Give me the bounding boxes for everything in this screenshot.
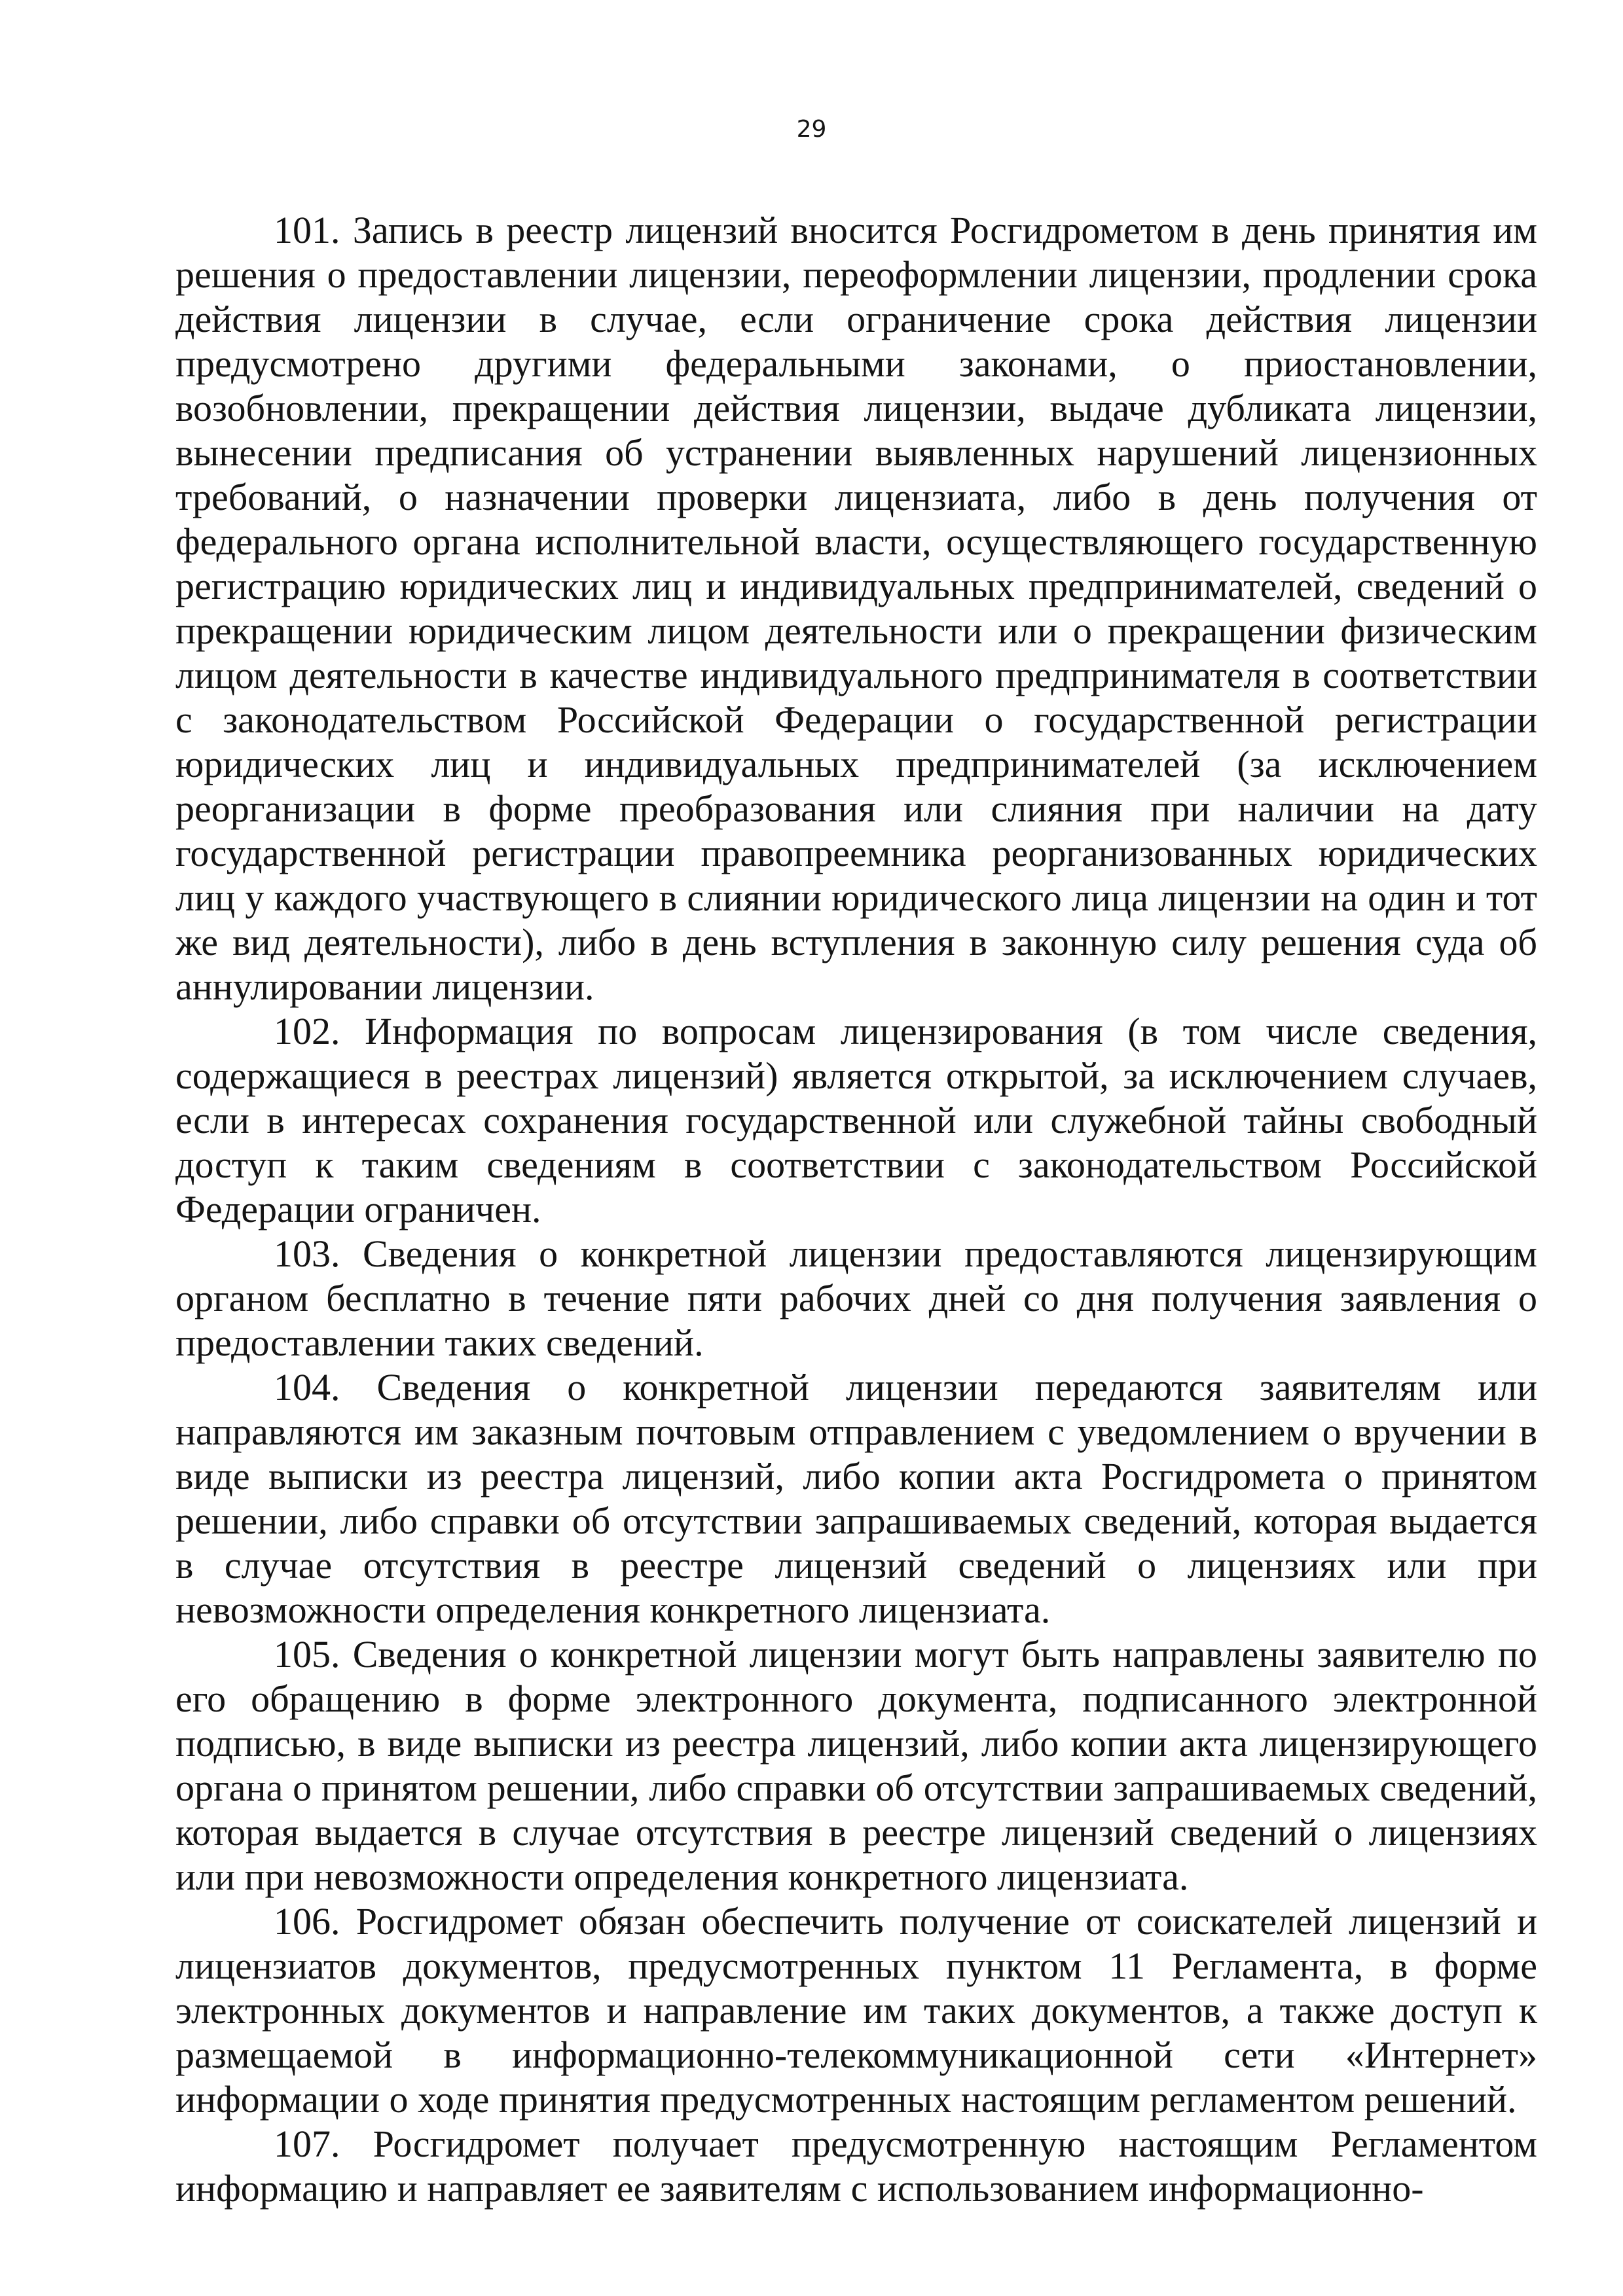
paragraph-107: 107. Росгидромет получает предусмотренную настоящим Регламентом информацию и направляет ее заявителям с использованием информационно- [175,2123,1537,2210]
paragraph-103: 103. Сведения о конкретной лицензии предоставляются лицензирующим органом бесплатно в течение пяти рабочих дней со дня получения заявления о предоставлении таких сведений. [175,1232,1537,1364]
paragraph-101: 101. Запись в реестр лицензий вносится Росгидрометом в день принятия им решения о предоставлении лицензии, переоформлении лицензии, продлении срока действия лицензии в случае, если ограничение срока действия лицензии предусмотрено другими федеральными законами, о приостановлении, возобновлении, прекращении действия лицензии, выдаче дубликата лицензии, вынесении предписания об устранении выявленных нарушений лицензионных требований, о назначении проверки лицензиата, либо в день получения от федерального органа исполнительной власти, осуществляющего государственную регистрацию юридических лиц и индивидуальных предпринимателей, сведений о прекращении юридическим лицом деятельности или о прекращении физическим лицом деятельности в качестве индивидуального предпринимателя в соответствии с законодательством Российской Федерации о государственной регистрации юридических лиц и индивидуальных предпринимателей (за исключением реорганизации в форме преобразования или слияния при наличии на дату государственной регистрации правопреемника реорганизованных юридических лиц у каждого участвующего в слиянии юридического лица лицензии на один и тот же вид деятельности), либо в день вступления в законную силу решения суда об аннулировании лицензии. [175,209,1537,1008]
paragraph-106: 106. Росгидромет обязан обеспечить получение от соискателей лицензий и лицензиатов документов, предусмотренных пунктом 11 Регламента, в форме электронных документов и направление им таких документов, а также доступ к размещаемой в информационно-телекоммуникационной сети «Интернет» информации о ходе принятия предусмотренных настоящим регламентом решений. [175,1900,1537,2121]
page-number: 29 [796,116,827,143]
paragraph-105: 105. Сведения о конкретной лицензии могут быть направлены заявителю по его обращению в форме электронного документа, подписанного электронной подписью, в виде выписки из реестра лицензий, либо копии акта лицензирующего органа о принятом решении, либо справки об отсутствии запрашиваемых сведений, которая выдается в случае отсутствия в реестре лицензий сведений о лицензиях или при невозможности определения конкретного лицензиата. [175,1633,1537,1898]
document-body [175,208,1537,2211]
paragraph-102: 102. Информация по вопросам лицензирования (в том числе сведения, содержащиеся в реестрах лицензий) является открытой, за исключением случаев, если в интересах сохранения государственной или служебной тайны свободный доступ к таким сведениям в соответствии с законодательством Российской Федерации ограничен. [175,1010,1537,1230]
paragraph-104: 104. Сведения о конкретной лицензии передаются заявителям или направляются им заказным почтовым отправлением с уведомлением о вручении в виде выписки из реестра лицензий, либо копии акта Росгидромета о принятом решении, либо справки об отсутствии запрашиваемых сведений, которая выдается в случае отсутствия в реестре лицензий сведений о лицензиях или при невозможности определения конкретного лицензиата. [175,1366,1537,1631]
